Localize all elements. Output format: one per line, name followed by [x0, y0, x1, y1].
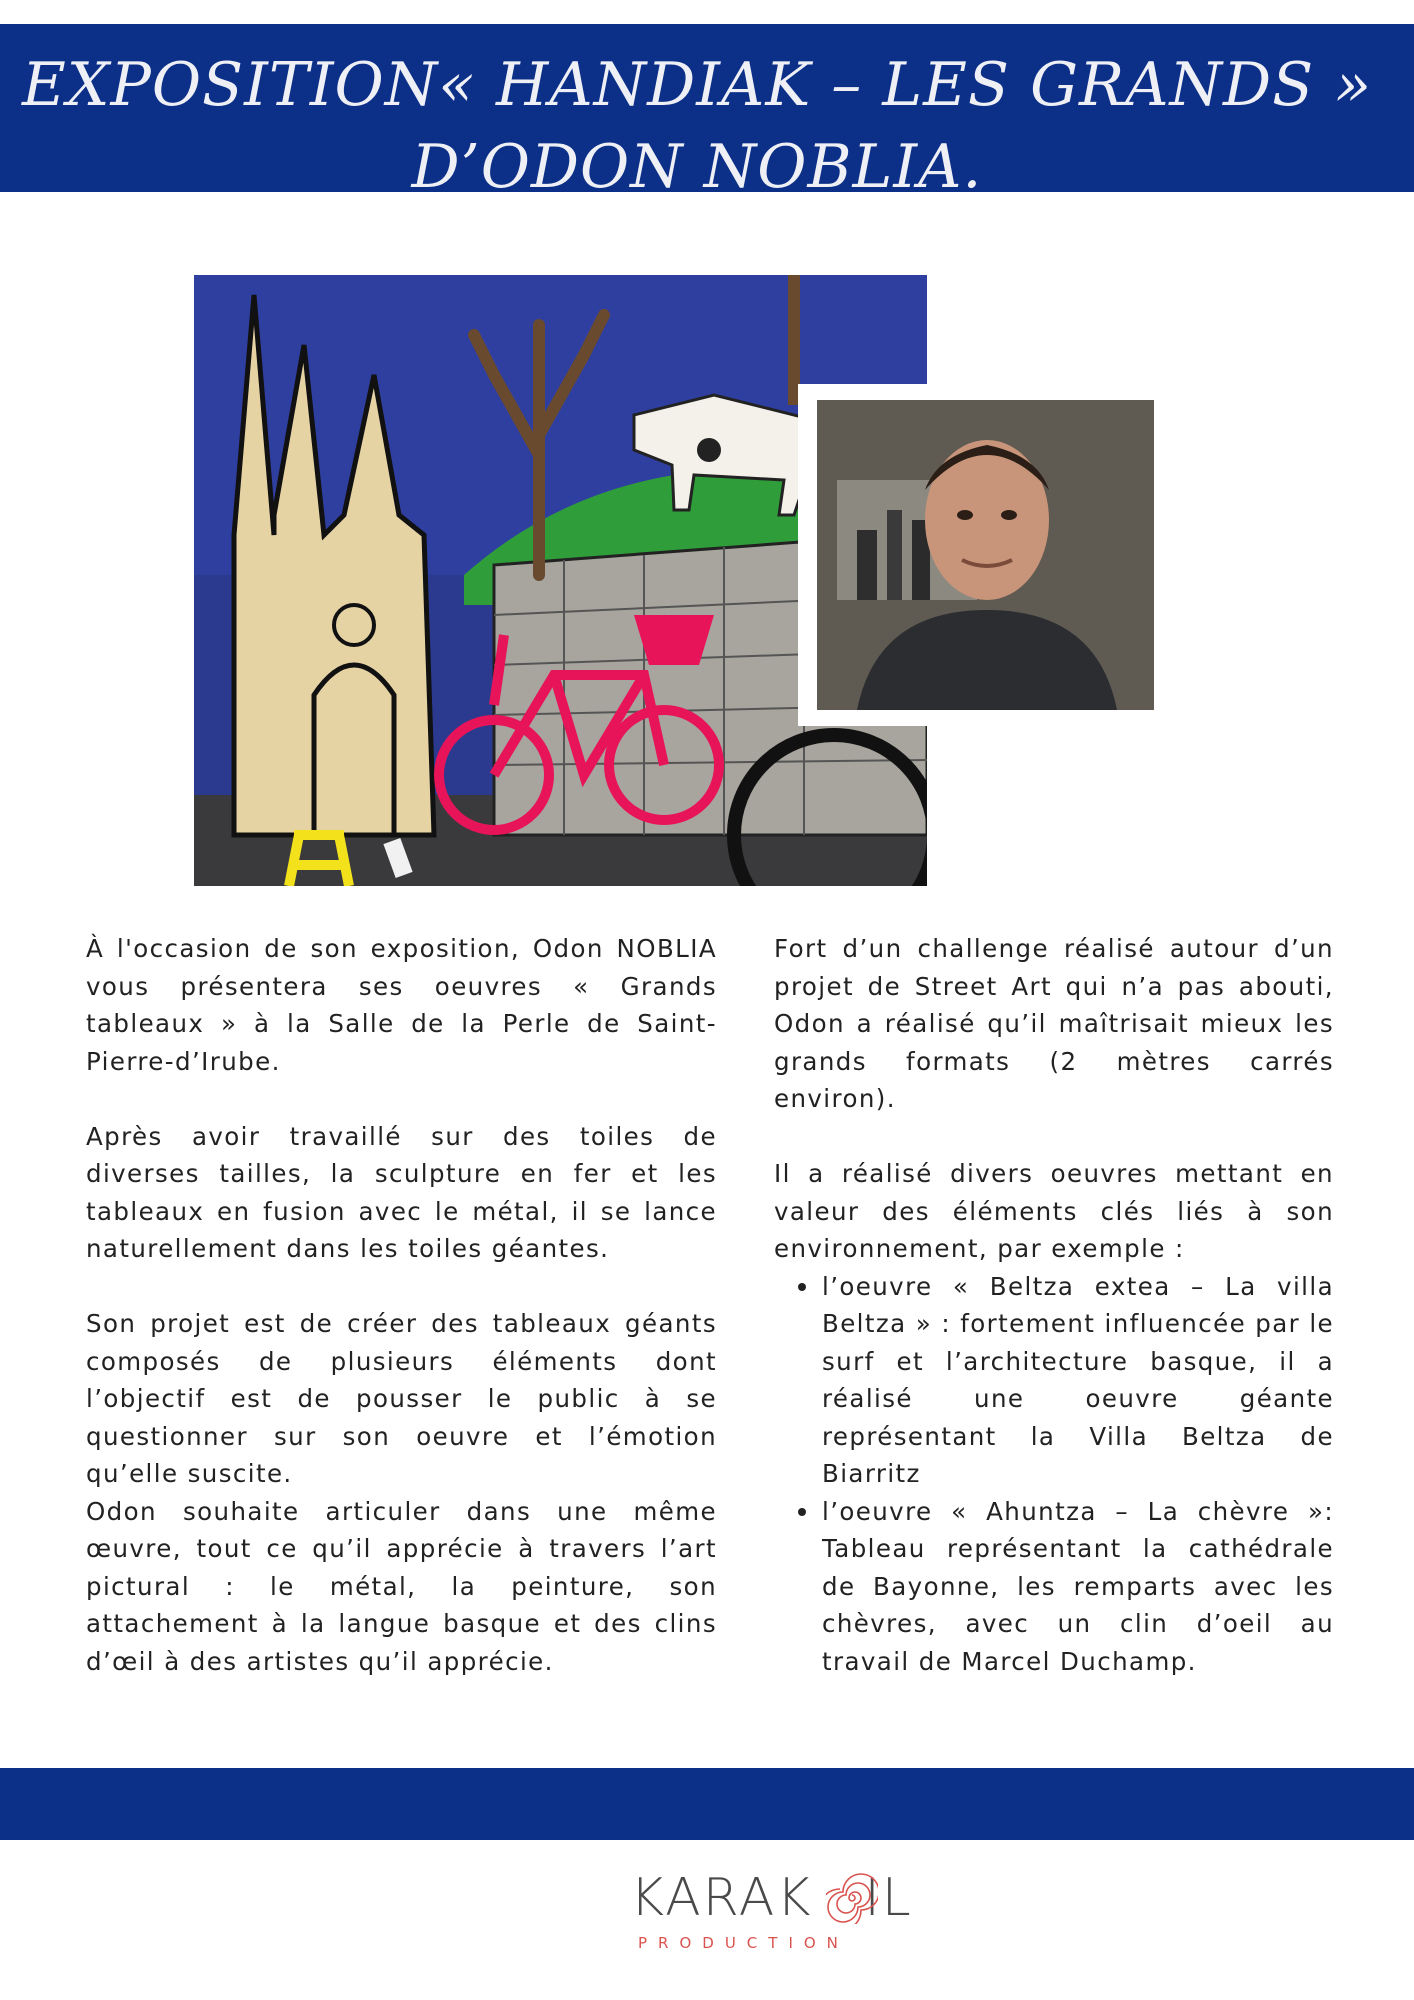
karakoil-logo [630, 1868, 914, 1958]
works-paragraph: Il a réalisé divers oeuvres mettant en valeur des éléments clés liés à son environnement, par exemple : [774, 1159, 1334, 1263]
challenge-paragraph: Fort d’un challenge réalisé autour d’un projet de Street Art qui n’a pas abouti, Odon a réalisé qu’il maîtrisait mieux les grands formats (2 mètres carrés environ). [774, 934, 1334, 1113]
works-list [822, 1268, 1334, 1681]
list-item: l’oeuvre « Ahuntza – La chèvre »: Tableau représentant la cathédrale de Bayonne, les remparts avec les chèvres, avec un clin d’oeil au travail de Marcel Duchamp. [822, 1493, 1334, 1681]
logo-production-text: PRODUCTION [638, 1934, 849, 1952]
artist-portrait-image [817, 400, 1154, 710]
left-text-column [86, 930, 717, 1680]
intro-paragraph: À l'occasion de son exposition, Odon NOBLIA vous présentera ses oeuvres « Grands tableaux » à la Salle de la Perle de Saint-Pierre-d’Irube. [86, 934, 717, 1076]
background-paragraph: Après avoir travaillé sur des toiles de diverses tailles, la sculpture en fer et les tableaux en fusion avec le métal, il se lance naturellement dans les toiles géantes. [86, 1121, 717, 1263]
logo-wordmark: KARAK IL [630, 1868, 913, 1928]
title-banner [0, 24, 1414, 202]
influences-paragraph: Odon souhaite articuler dans une même œuvre, tout ce qu’il apprécie à travers l’art pictural : le métal, la peinture, son attachement à la langue basque et des clins d’œil à des artistes qu’il apprécie. [86, 1496, 717, 1676]
list-item: l’oeuvre « Beltza extea – La villa Beltza » : fortement influencée par le surf et l’architecture basque, il a réalisé une oeuvre géante représentant la Villa Beltza de Biarritz [822, 1268, 1334, 1493]
project-paragraph: Son projet est de créer des tableaux géants composés de plusieurs éléments dont l’objectif est de pousser le public à se questionner sur son oeuvre et l’émotion qu’elle suscite. [86, 1309, 717, 1488]
right-text-column [774, 930, 1334, 1680]
page-title-line-1: EXPOSITION« HANDIAK – LES GRANDS » [21, 50, 1373, 120]
spiral-icon [826, 1872, 878, 1924]
page-title-line-2: D’ODON NOBLIA. [411, 132, 983, 202]
footer-banner [0, 1768, 1414, 1840]
